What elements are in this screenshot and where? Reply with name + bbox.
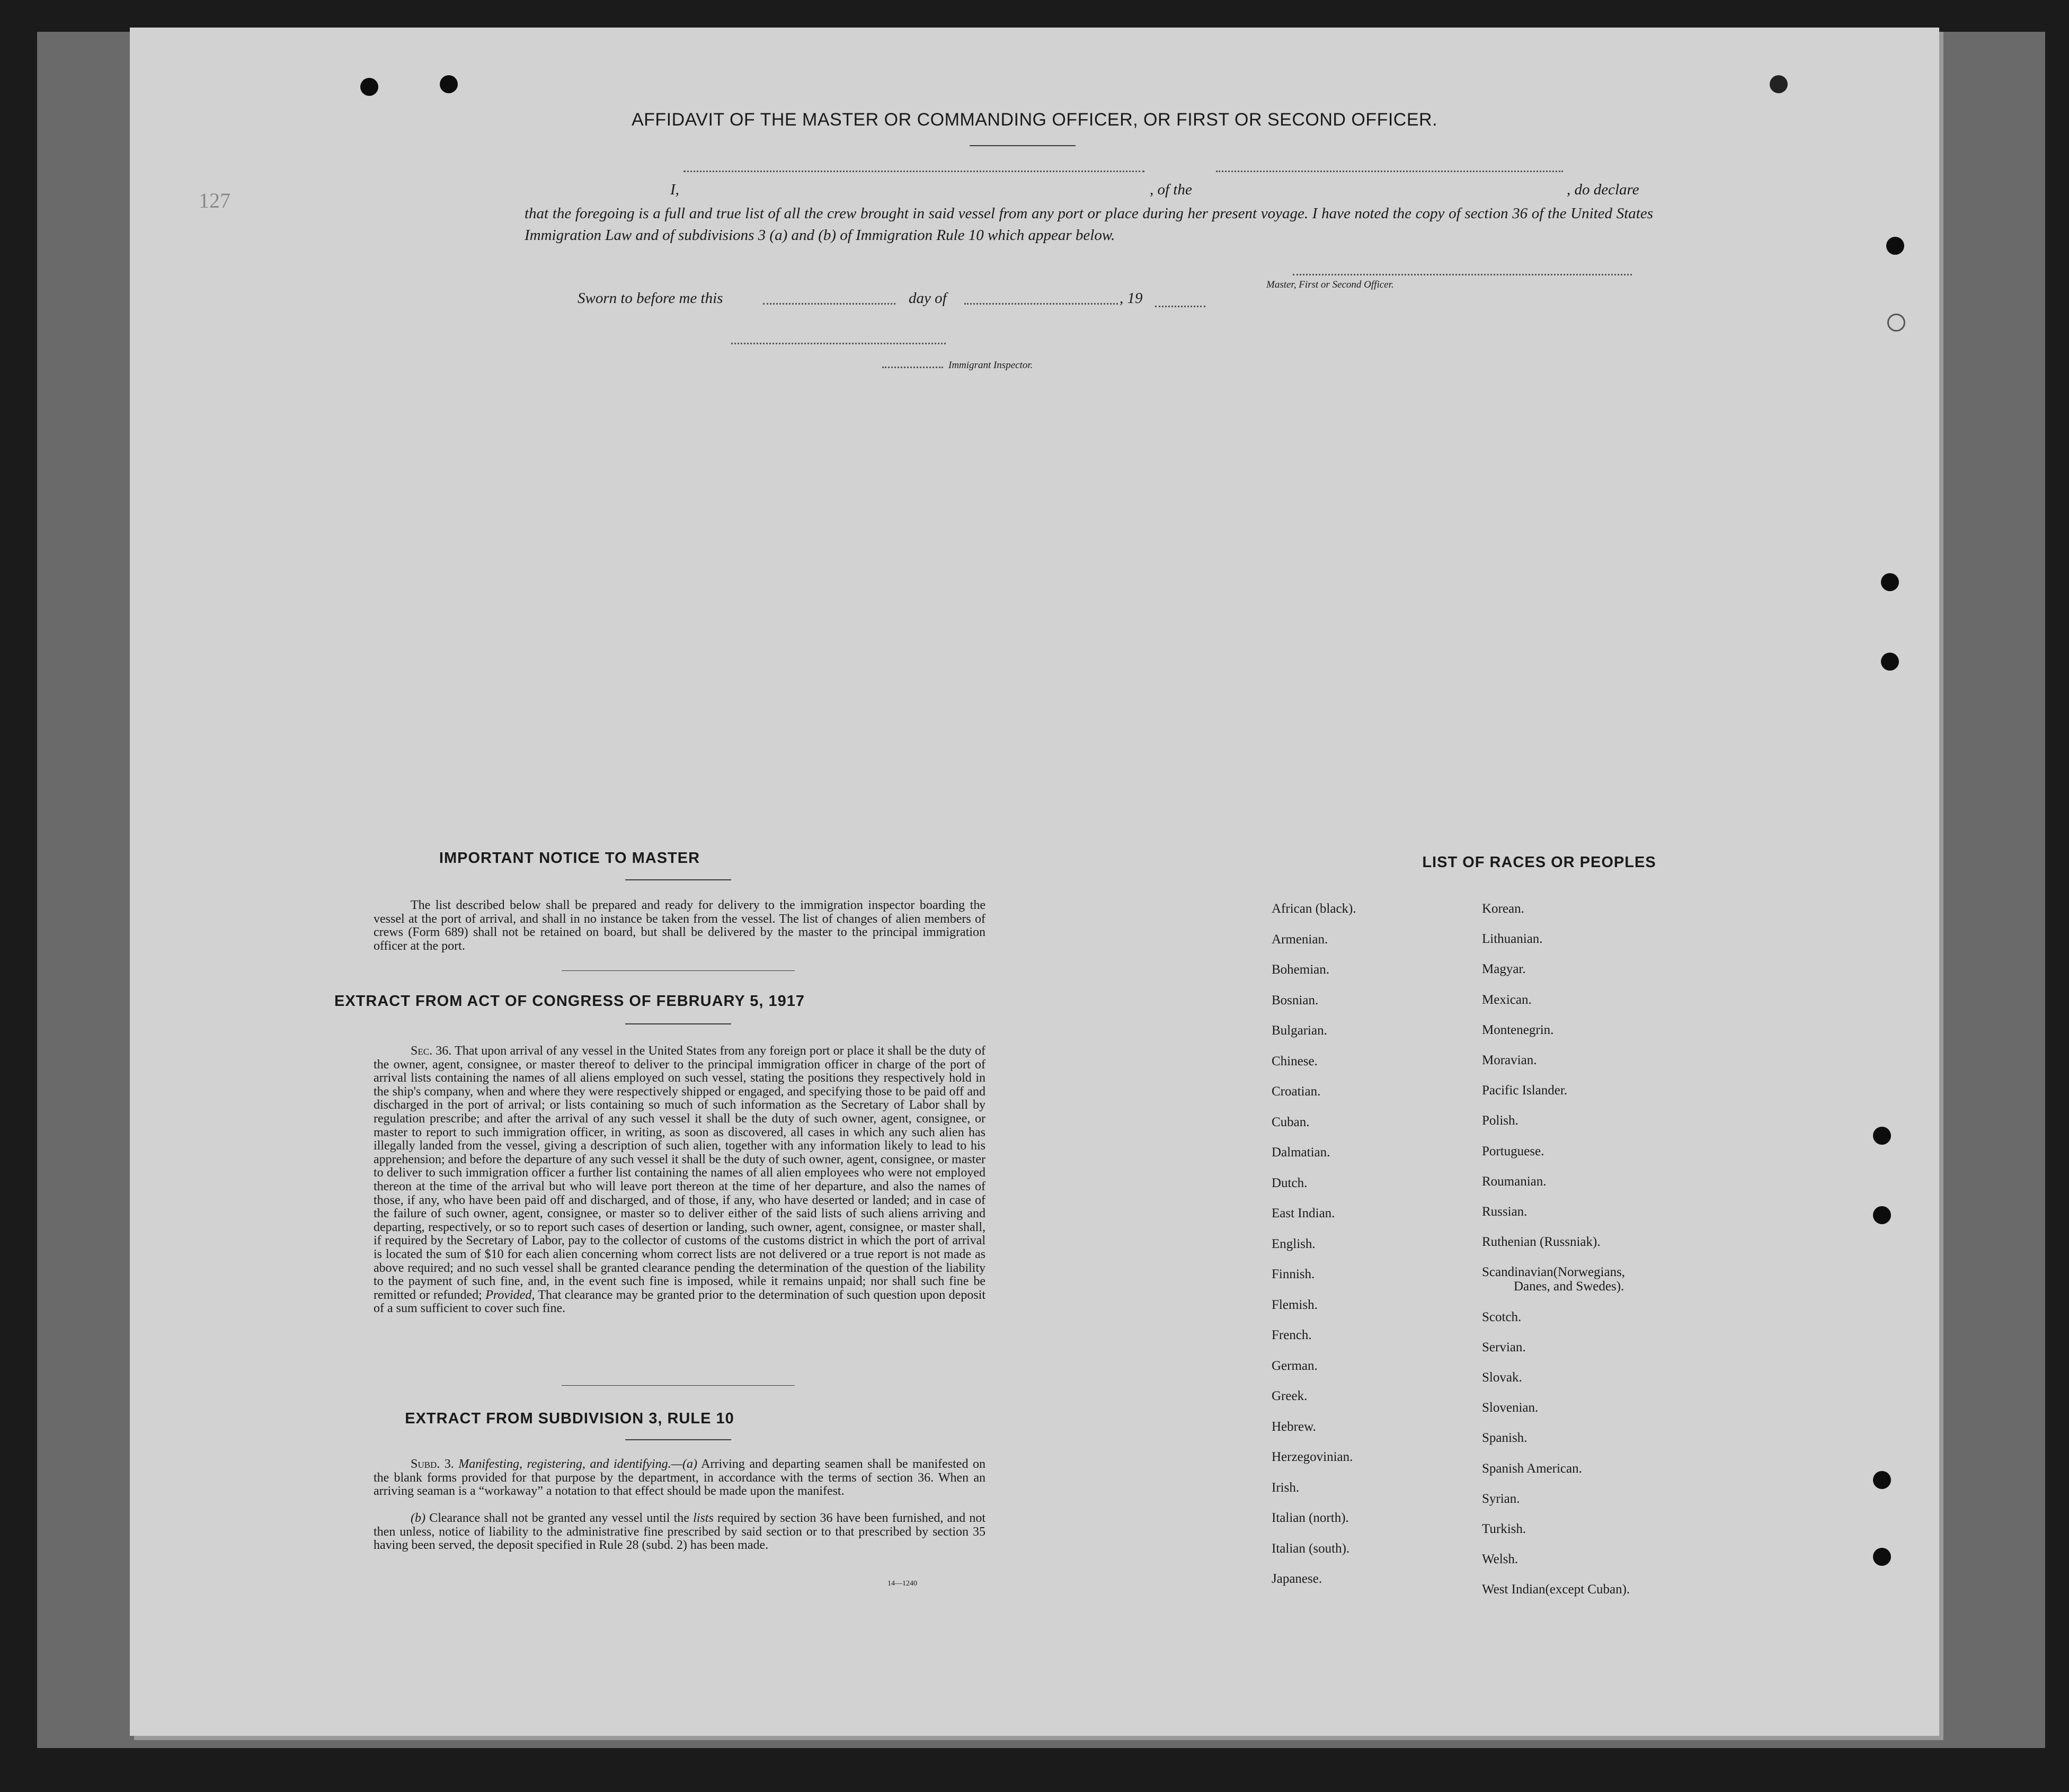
- race-item: Russian.: [1482, 1205, 1528, 1219]
- punch-hole: [1881, 573, 1899, 591]
- notice-text: The list described below shall be prepared and ready for delivery to the immigration inspector boarding the vessel at the port of arrival, and shall in no instance be taken from the vessel. The list of changes of alien members of crews (Form 689) shall not be retained on board, but shall be delivered by the master to the principal immigration officer at the port.: [374, 898, 985, 953]
- act-title: EXTRACT FROM ACT OF CONGRESS OF FEBRUARY 5, 1917: [334, 993, 805, 1010]
- race-item: Armenian.: [1272, 932, 1328, 947]
- punch-hole: [1873, 1548, 1891, 1566]
- rule-a-text: [374, 1458, 985, 1499]
- affidavit-of-the-label: , of the: [1150, 181, 1192, 198]
- affidavit-title: AFFIDAVIT OF THE MASTER OR COMMANDING OFFICER, OR FIRST OR SECOND OFFICER.: [631, 110, 1438, 130]
- act-body: That upon arrival of any vessel in the United States from any foreign port or place it shall be the duty of the owner, agent, consignee, or master thereof to deliver to the principal immigration officer in charge of the port of arrival lists containing the names of all aliens employed on such vessel, stating the positions they respectively hold in the ship's company, when and where they were respectively shipped or engaged, and specifying those to be paid off and discharged in the port of arrival; or lists containing so much of such information as the Secretary of Labor shall by regulation prescribe; and after the arrival of any such vessel it shall be the duty of such owner, agent, consignee, or master to report to such immigration officer, in writing, as soon as discovered, all cases in which any such alien has illegally landed from the vessel, giving a description of such alien, together with any information likely to lead to his apprehension; and before the departure of any such vessel it shall be the duty of such owner, agent, consignee, or master to deliver to such immigration officer a further list containing the names of all alien employees who were not employed thereon at the time of the arrival but who will leave port thereon at the time of her departure, and also the names of those, if any, who have been paid off and discharged, and of those, if any, who have deserted or landed; and in case of the failure of such owner, agent, consignee, or master so to deliver either of the said lists of such aliens arriving and departing, respectively, or so to report such cases of desertion or landing, such owner, agent, consignee, or master shall, if required by the Secretary of Labor, pay to the collector of customs of the customs district in which the port of arrival is located the sum of $10 for each alien concerning whom correct lists are not delivered or a true report is not made as above required; and no such vessel shall be granted clearance pending the determination of the question of the liability to the payment of such fine, and, in the event such fine is imposed, while it remains unpaid; nor shall such fine be remitted or refunded;: [374, 1044, 985, 1302]
- month-blank: [964, 303, 1118, 305]
- race-item: Bohemian.: [1272, 962, 1330, 977]
- race-item: Welsh.: [1482, 1552, 1519, 1567]
- race-item: Cuban.: [1272, 1115, 1310, 1129]
- signature-label: Master, First or Second Officer.: [1266, 279, 1394, 290]
- punch-hole: [1873, 1127, 1891, 1145]
- rule-b-mark: (b): [411, 1511, 425, 1525]
- rule-heading: Manifesting, registering, and identifying.: [458, 1457, 671, 1471]
- punch-hole: [1887, 314, 1905, 332]
- punch-hole: [1873, 1471, 1891, 1489]
- form-number: 14—1240: [887, 1580, 917, 1588]
- page-number: 127: [199, 189, 230, 212]
- race-item: Japanese.: [1272, 1572, 1322, 1586]
- race-item: Scotch.: [1482, 1309, 1522, 1324]
- punch-hole: [360, 78, 378, 96]
- race-item: Servian.: [1482, 1340, 1526, 1354]
- race-item: German.: [1272, 1358, 1318, 1373]
- rule-b-text: [374, 1512, 985, 1553]
- punch-hole: [1881, 653, 1899, 671]
- rule-b-lists: lists: [693, 1511, 714, 1525]
- act-separator: [562, 1385, 795, 1386]
- year-blank: [1155, 306, 1205, 307]
- notice-rule: [625, 879, 731, 880]
- race-item: West Indian(except Cuban).: [1482, 1582, 1630, 1597]
- rule-b-body-2: required by section 36 have been furnished, and not then unless, notice of liability to the administrative fine prescribed by said section or to that prescribed by section 35 having been served, the deposit specified in Rule 28 (subd. 2) has been made.: [374, 1511, 986, 1553]
- race-item: Italian (north).: [1272, 1511, 1349, 1525]
- rule-rule: [625, 1439, 731, 1440]
- year-label: , 19: [1120, 290, 1143, 307]
- race-item: Bosnian.: [1272, 993, 1319, 1008]
- name-blank: [683, 171, 1144, 172]
- signature-line: [1293, 274, 1632, 275]
- race-item: Syrian.: [1482, 1491, 1520, 1506]
- rule-title: EXTRACT FROM SUBDIVISION 3, RULE 10: [405, 1410, 734, 1427]
- race-item: Bulgarian.: [1272, 1023, 1327, 1038]
- race-item: Korean.: [1482, 902, 1524, 916]
- race-item: Slovak.: [1482, 1370, 1522, 1385]
- race-item: East Indian.: [1272, 1206, 1335, 1220]
- punch-hole: [440, 75, 458, 93]
- inspector-line-short: [882, 367, 943, 368]
- race-item: Roumanian.: [1482, 1174, 1547, 1189]
- race-item: Turkish.: [1482, 1522, 1526, 1536]
- race-item: Spanish American.: [1482, 1461, 1582, 1476]
- race-item: Italian (south).: [1272, 1541, 1350, 1556]
- races-title: LIST OF RACES OR PEOPLES: [1422, 854, 1656, 871]
- race-item: Dalmatian.: [1272, 1145, 1330, 1160]
- act-section-label: Sec. 36.: [411, 1044, 452, 1058]
- act-provided: Provided,: [485, 1288, 535, 1302]
- sworn-day-blank: [763, 303, 895, 305]
- sworn-label: Sworn to before me this: [578, 290, 723, 307]
- race-item: Mexican.: [1482, 992, 1532, 1007]
- race-item: French.: [1272, 1328, 1312, 1342]
- affidavit-body: that the foregoing is a full and true list of all the crew brought in said vessel from any port or place during her present voyage. I have noted the copy of section 36 of the United States Immigration Law and of subdivisions 3 (a) and (b) of Immigration Rule 10 which appear below.: [525, 205, 1653, 244]
- document-page: [130, 28, 1939, 1736]
- race-item: Hebrew.: [1272, 1419, 1316, 1434]
- race-item: Chinese.: [1272, 1054, 1318, 1068]
- rule-subd-label: Subd. 3.: [411, 1457, 454, 1471]
- rule-a-body: Arriving and departing seamen shall be manifested on the blank forms provided for that purpose by the department, in accordance with the terms of section 36. When an arriving seaman is a “workaway” a notation to that effect should be made upon the manifest.: [374, 1457, 985, 1499]
- race-item: Pacific Islander.: [1482, 1083, 1568, 1098]
- act-rule: [625, 1023, 731, 1024]
- rule-b-body-1: Clearance shall not be granted any vessel until the: [429, 1511, 689, 1525]
- race-item: Ruthenian (Russniak).: [1482, 1235, 1601, 1250]
- race-item: Herzegovinian.: [1272, 1450, 1353, 1464]
- race-item: Spanish.: [1482, 1431, 1528, 1446]
- title-rule: [970, 145, 1076, 146]
- notice-separator: [562, 970, 795, 971]
- race-item: Polish.: [1482, 1113, 1519, 1128]
- inspector-label: Immigrant Inspector.: [948, 360, 1033, 371]
- notice-title: IMPORTANT NOTICE TO MASTER: [439, 850, 700, 867]
- race-item: Greek.: [1272, 1389, 1308, 1403]
- act-body-end: That clearance may be granted prior to the determination of such question upon deposit of a sum sufficient to cover such fine.: [374, 1288, 986, 1316]
- race-item: Irish.: [1272, 1480, 1300, 1495]
- day-of-label: day of: [909, 290, 947, 307]
- race-item: Croatian.: [1272, 1084, 1321, 1099]
- vessel-blank: [1216, 171, 1563, 172]
- race-item: English.: [1272, 1236, 1316, 1251]
- race-item: African (black).: [1272, 902, 1356, 916]
- punch-hole: [1886, 237, 1904, 255]
- punch-hole: [1770, 75, 1788, 93]
- race-item: Scandinavian(Norwegians,: [1482, 1265, 1626, 1280]
- inspector-line: [731, 343, 946, 344]
- act-text: [374, 1045, 985, 1316]
- race-item: Magyar.: [1482, 962, 1526, 977]
- rule-a-mark: —(a): [671, 1457, 697, 1471]
- race-item: Dutch.: [1272, 1175, 1308, 1190]
- affidavit-i-label: I,: [670, 181, 679, 198]
- punch-hole: [1873, 1206, 1891, 1224]
- race-item: Lithuanian.: [1482, 932, 1543, 947]
- race-item: Slovenian.: [1482, 1401, 1539, 1415]
- race-item: Moravian.: [1482, 1053, 1537, 1067]
- race-item: Montenegrin.: [1482, 1022, 1554, 1037]
- affidavit-do-declare: , do declare: [1567, 181, 1639, 198]
- race-item: Flemish.: [1272, 1297, 1318, 1312]
- race-item: Portuguese.: [1482, 1144, 1544, 1158]
- race-item: Finnish.: [1272, 1267, 1315, 1281]
- race-item: Danes, and Swedes).: [1514, 1279, 1624, 1294]
